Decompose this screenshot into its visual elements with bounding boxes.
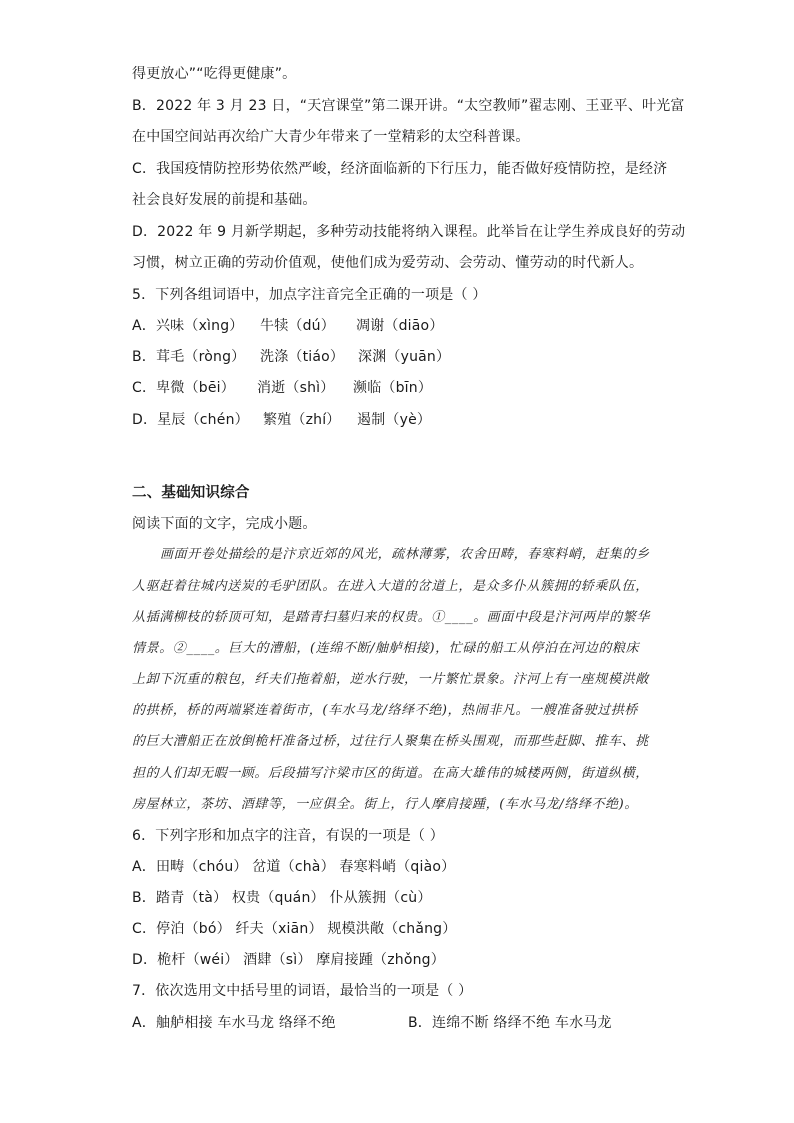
q4-continuation-line: 得更放心”“吃得更健康”。 [132, 66, 297, 82]
q5-option-a [132, 316, 444, 336]
q6-option-d: D．桅杆（wéi） 酒肆（sì） 摩肩接踵（zhǒng） [132, 952, 445, 968]
section-heading: 二、基础知识综合 [132, 485, 250, 501]
q5-option-a-word3: 凋谢（diāo） [356, 318, 444, 334]
q4-option-c-line2: 社会良好发展的前提和基础。 [132, 192, 317, 208]
q5-option-b-word3: 深渊（yuān） [358, 349, 451, 365]
q5-option-b-word2: 洗涤（tiáo） [260, 349, 345, 365]
q5-option-d [132, 410, 431, 430]
q5-option-c [132, 378, 432, 398]
passage-line-9: 房屋林立，茶坊、酒肆等，一应俱全。街上，行人摩肩接踵，(车水马龙/络绎不绝)。 [132, 797, 638, 812]
q6-option-c: C．停泊（bó） 纤夫（xiān） 规模洪敞（chǎng） [132, 921, 457, 937]
q5-option-b [132, 347, 450, 367]
passage-line-8: 担的人们却无暇一顾。后段描写汴梁市区的街道。在高大雄伟的城楼两侧，街道纵横， [132, 766, 649, 781]
passage-line-6: 的拱桥，桥的两端紧连着街市，(车水马龙/络绎不绝)，热闹非凡。一艘准备驶过拱桥 [132, 703, 638, 718]
q6-option-a: A．田畴（chóu） 岔道（chà） 春寒料峭（qiào） [132, 859, 456, 875]
passage-line-5: 上卸下沉重的粮包，纤夫们拖着船，逆水行驶，一片繁忙景象。汴河上有一座规模洪敞 [132, 672, 649, 687]
q5-stem: 5．下列各组词语中，加点字注音完全正确的一项是（ ） [132, 287, 487, 303]
q5-option-a-word1: A．兴味（xìng） [132, 318, 244, 334]
q5-option-b-word1: B．茸毛（ròng） [132, 349, 246, 365]
reading-instruction: 阅读下面的文字，完成小题。 [132, 516, 317, 532]
q7-stem: 7．依次选用文中括号里的词语，最恰当的一项是（ ） [132, 983, 473, 999]
passage-line-2: 人驱赶着往城内送炭的毛驴团队。在进入大道的岔道上，是众多仆从簇拥的轿乘队伍， [132, 579, 649, 594]
q4-option-b-line1: B．2022 年 3 月 23 日，“天宫课堂”第二课开讲。“太空教师”翟志刚、王亚平、叶光富 [132, 98, 685, 114]
q4-option-d-line1: D．2022 年 9 月新学期起，多种劳动技能将纳入课程。此举旨在让学生养成良好的劳动 [132, 224, 686, 240]
q4-option-b-line2: 在中国空间站再次给广大青少年带来了一堂精彩的太空科普课。 [132, 129, 530, 145]
q5-option-c-word1: C．卑微（bēi） [132, 380, 235, 396]
q5-option-c-word3: 濒临（bīn） [353, 380, 433, 396]
passage-line-3: 从插满柳枝的轿顶可知，是踏青扫墓归来的权贵。①____。画面中段是汴河两岸的繁华 [132, 610, 651, 625]
q5-option-d-word1: D．星辰（chén） [132, 412, 249, 428]
q4-option-d-line2: 习惯，树立正确的劳动价值观，使他们成为爱劳动、会劳动、懂劳动的时代新人。 [132, 255, 644, 271]
passage-line-7: 的巨大漕船正在放倒桅杆准备过桥，过往行人聚集在桥头围观，而那些赶脚、推车、挑 [132, 734, 649, 749]
q4-option-c-line1: C．我国疫情防控形势依然严峻，经济面临新的下行压力，能否做好疫情防控，是经济 [132, 161, 668, 177]
passage-line-4: 情景。②____。巨大的漕船，(连绵不断/舳舻相接)，忙碌的船工从停泊在河边的粮床 [132, 641, 640, 656]
q7-option-a: A．舳舻相接 车水马龙 络绎不绝 [132, 1015, 336, 1031]
q7-option-b: B．连绵不断 络绎不绝 车水马龙 [408, 1015, 612, 1031]
q6-option-b: B．踏青（tà） 权贵（quán） 仆从簇拥（cù） [132, 890, 432, 906]
q5-option-d-word3: 遏制（yè） [357, 412, 432, 428]
passage-line-1: 画面开卷处描绘的是汴京近郊的风光，疏林薄雾，农舍田畴，春寒料峭，赶集的乡 [160, 547, 650, 562]
q5-option-c-word2: 消逝（shì） [257, 380, 335, 396]
q6-stem: 6．下列字形和加点字的注音，有误的一项是（ ） [132, 828, 444, 844]
q5-option-d-word2: 繁殖（zhí） [263, 412, 341, 428]
q5-option-a-word2: 牛犊（dú） [260, 318, 335, 334]
